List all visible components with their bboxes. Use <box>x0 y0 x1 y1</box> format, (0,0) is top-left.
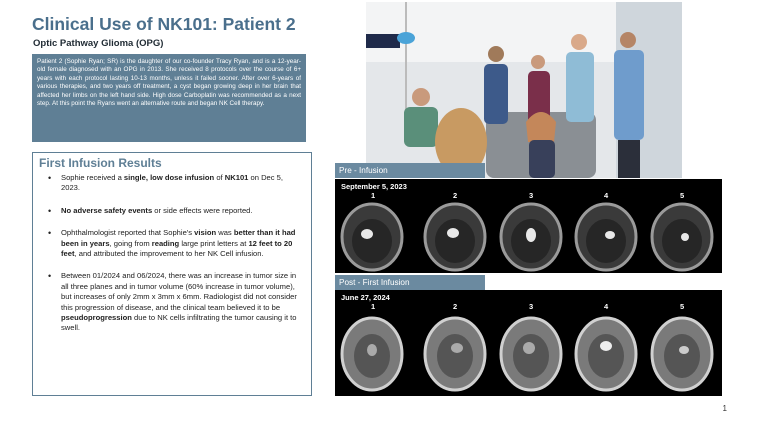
results-box <box>32 152 312 396</box>
scan-number: 3 <box>529 302 534 311</box>
mri-scan-image <box>652 318 712 390</box>
post-infusion-date: June 27, 2024 <box>341 293 390 302</box>
scan-number: 1 <box>371 191 376 200</box>
scan-number: 4 <box>604 302 609 311</box>
mri-scan-image <box>501 318 561 390</box>
mri-scan-image <box>652 204 712 270</box>
results-list <box>33 173 311 346</box>
result-item-infusion: • Sophie received a single, low dose infusion of NK101 on Dec 5, 2023. <box>61 173 303 194</box>
mri-scan-image <box>576 204 636 270</box>
result-item-tumor: • Between 01/2024 and 06/2024, there was an increase in tumor size in all three planes and in tumor volume (60% increase in tumor volume), but increases of only 2mm x 3mm x 6mm. Radiologist did not consider this progression of disease, and the clinical team believed it to be pseudoprogression due to NK cells infiltrating the tumor causing it to swell. <box>61 271 303 333</box>
post-infusion-scans <box>335 290 722 396</box>
scan-number: 1 <box>371 302 376 311</box>
scan-number: 2 <box>453 302 458 311</box>
result-item-safety: • No adverse safety events or side effects were reported. <box>61 206 303 216</box>
pre-infusion-scans <box>335 179 722 273</box>
mri-scan-image <box>425 204 485 270</box>
mri-scan-image <box>501 204 561 270</box>
scan-number: 4 <box>604 191 609 200</box>
scan-number: 3 <box>529 191 534 200</box>
page-title: Clinical Use of NK101: Patient 2 <box>32 14 296 34</box>
post-infusion-label: Post - First Infusion <box>335 275 485 290</box>
pre-infusion-date: September 5, 2023 <box>341 182 407 191</box>
clinic-photo <box>366 2 682 178</box>
results-heading: First Infusion Results <box>39 156 162 170</box>
intro-paragraph: Patient 2 (Sophie Ryan; SR) is the daughter of our co-founder Tracy Ryan, and is a 12-year-old female diagnosed with an OPG in 2013. She received 8 protocols over the course of 6+ years with each protocol lasting 10-13 months, unless it failed sooner. After over 6-years of various therapies, and two years off treatment, a cyst began growing deep in her brain that affected her limbs on the left hand side. High dose Carboplatin was recommended as a next step. At this point the Ryans went an alternative route and began NK Cell therapy. <box>32 54 306 142</box>
scan-number: 2 <box>453 191 458 200</box>
mri-scan-image <box>576 318 636 390</box>
page-subtitle: Optic Pathway Glioma (OPG) <box>33 38 164 49</box>
mri-scan-image <box>342 318 402 390</box>
mri-scan-image <box>425 318 485 390</box>
scan-number: 5 <box>680 302 685 311</box>
mri-scan-image <box>342 204 402 270</box>
scan-number: 5 <box>680 191 685 200</box>
pre-infusion-label: Pre - Infusion <box>335 163 485 178</box>
result-item-vision: • Ophthalmologist reported that Sophie's vision was better than it had been in years, going from reading large print letters at 12 feet to 20 feet, and attributed the improvement to her NK Cell infusion. <box>61 228 303 259</box>
page-number: 1 <box>722 404 727 413</box>
